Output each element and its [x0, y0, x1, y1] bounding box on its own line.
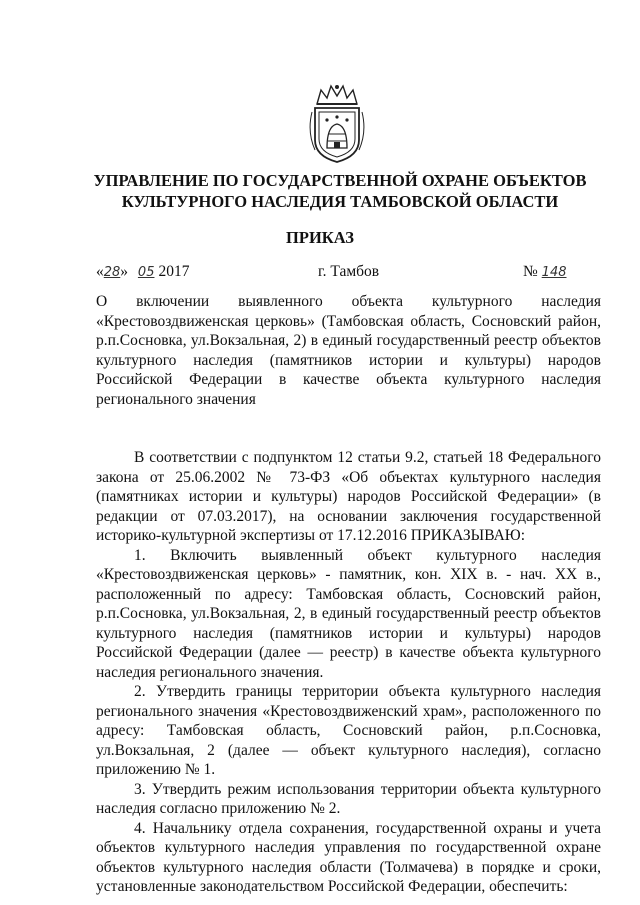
- agency-header: [60, 170, 620, 212]
- coat-of-arms-emblem: [303, 82, 371, 164]
- agency-header-line-1: УПРАВЛЕНИЕ ПО ГОСУДАРСТВЕННОЙ ОХРАНЕ ОБЪЕКТОВ: [93, 171, 587, 190]
- order-subject: О включении выявленного объекта культурного наследия «Крестовоздвиженская церковь» (Тамбовская область, Сосновский район, р.п.Сосновка, ул.Вокзальная, 2) в единый государственный реестр объектов культурного наследия (памятников истории и культуры) народов Российской Федерации в качестве объекта культурного наследия регионального значения: [96, 293, 601, 408]
- order-city: г. Тамбов: [318, 263, 380, 280]
- order-body: [96, 448, 601, 897]
- agency-header-line-2: КУЛЬТУРНОГО НАСЛЕДИЯ ТАМБОВСКОЙ ОБЛАСТИ: [121, 192, 559, 211]
- paragraph-preamble: В соответствии с подпунктом 12 статьи 9.2, статьей 18 Федерального закона от 25.06.2002 № 73-ФЗ «Об объектах культурного наследия (памятниках истории и культуры) народов Российской Федерации» (в редакции от 07.03.2017), на основании заключения государственной историко-культурной экспертизы от 17.12.2016 ПРИКАЗЫВАЮ:: [96, 449, 601, 544]
- number-prefix: №: [523, 263, 538, 280]
- paragraph-item-4: 4. Начальнику отдела сохранения, государственной охраны и учета объектов культурного наследия управления по государственной охране объектов культурного наследия области (Толмачева) в порядке и сроки, установленные законодательством Российской Федерации, обеспечить:: [96, 819, 601, 895]
- order-number: [523, 263, 567, 281]
- date-month: 05: [137, 265, 155, 280]
- paragraph-item-3: 3. Утвердить режим использования территории объекта культурного наследия согласно приложению № 2.: [96, 780, 601, 817]
- date-year: 2017: [158, 263, 190, 280]
- paragraph-item-1: 1. Включить выявленный объект культурного наследия «Крестовоздвиженская церковь» - памятник, кон. XIX в. - нач. XX в., расположенный по адресу: Тамбовская область, Сосновский район, р.п.Сосновка, ул.Вокзальная, 2, в единый государственный реестр объектов культурного наследия (памятников истории и культуры) народов Российской Федерации (далее — реестр) в качестве объекта культурного наследия регионального значения.: [96, 546, 601, 681]
- date-open-quote: «: [96, 263, 104, 280]
- date-day: 28: [103, 265, 121, 280]
- paragraph-item-2: 2. Утвердить границы территории объекта культурного наследия регионального значения «Крестовоздвиженский храм», расположенного по адресу: Тамбовская область, Сосновский район, р.п.Сосновка, ул.Вокзальная, 2 (далее — объект культурного наследия), согласно приложению № 1.: [96, 683, 601, 778]
- date-close-quote: »: [120, 263, 129, 280]
- order-title: ПРИКАЗ: [286, 228, 354, 247]
- number-value: 148: [541, 265, 567, 280]
- order-date: [96, 263, 189, 281]
